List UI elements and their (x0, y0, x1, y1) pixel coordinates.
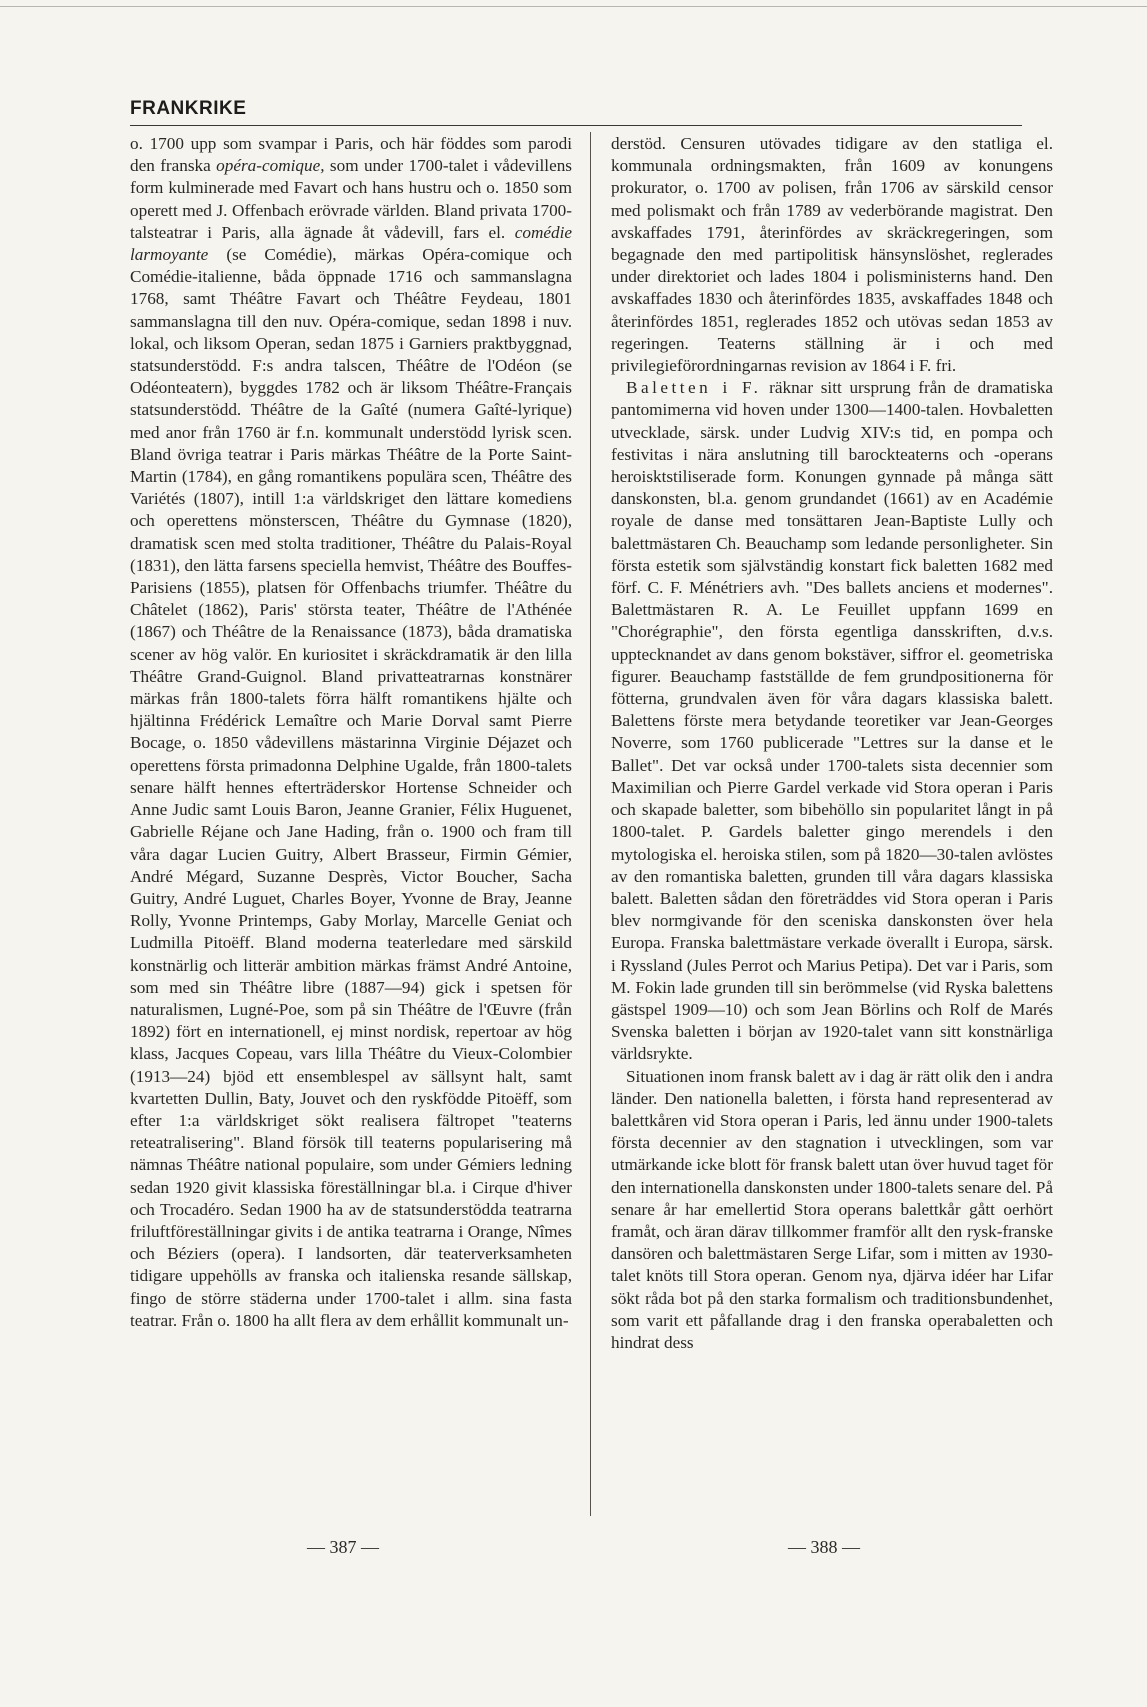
text-run: räknar sitt ursprung från de dramatiska pantomimerna vid hoven under 1300—1400-talen. Hovbaletten utvecklade, särsk. under Ludvig XIV:s tid, en pompa och festivitas i nära anslutning till barockteaterns och -operans heroisktstiliserade form. Konungen gynnade på många sätt danskonsten, bl.a. genom grundandet (1661) av en Académie royale de danse med tonsättaren Jean-Baptiste Lully och balettmästaren Ch. Beauchamp som ledande personligheter. Sin första estetik som självständig konstart fick baletten 1682 med förf. C. F. Ménétriers avh. "Des ballets anciens et modernes". Balettmästaren R. A. Le Feuillet uppfann 1699 en "Chorégraphie", den första egentliga dansskriften, d.v.s. upptecknandet av dans genom bokstäver, siffror el. geometriska figurer. Beauchamp fastställde de fem grundpositionerna för fötterna, grundvalen även för våra dagars klassiska balett. Balettens förste mera betydande teoretiker var Jean-Georges Noverre, som 1760 publicerade "Lettres sur la danse et le Ballet". Det var också under 1700-talets sista decennier som Maximilian och Pierre Gardel verkade vid Stora operan i Paris och skapade baletter, som bibehöllo sin popularitet långt in på 1800-talet. P. Gardels baletter gingo merendels i den mytologiska el. heroiska stilen, som på 1820—30-talen avlöstes av den romantiska baletten, grunden till våra dagars klassiska balett. Baletten sådan den företräddes vid Stora operan i Paris blev normgivande för den sceniska danskonsten över hela Europa. Franska balettmästare verkade överallt i Europa, särsk. i Ryssland (Jules Perrot och Marius Petipa). Det var i Paris, som M. Fokin lade grunden till sin berömmelse (vid Ryska balettens gästspel 1909—10) och som Jean Börlins och Rolf de Marés Svenska baletten i början av 1920-talet vann sitt konstnärliga världsrykte. (611, 378, 1053, 1064)
text-run: o. 1700 upp som svampar i Paris, och här föddes som parodi den franska (130, 134, 572, 176)
text-run: derstöd. Censuren utövades tidigare av den statliga el. kommunala ordningsmakten, från 1609 av konungens prokurator, o. 1700 av polisen, från 1706 av särskild censor med polismakt och från 1789 av vederbörande magistrat. Den avskaffades 1791, återinfördes av skräckregeringen, som begagnade den med partipolitisk hänsynslöshet, reglerades under direktoriet och lades 1804 i polisministerns hand. Den avskaffades 1830 och återinfördes 1835, avskaffades 1848 och återinfördes 1851, reglerades 1852 och utövas sedan 1853 av regeringen. Teaterns ställning är i och med privilegieförordningarnas revision av 1864 i F. fri. (611, 134, 1053, 376)
text-run: som under 1700-talet i vådevillens form kulminerade med Favart och hans hustru och o. 1850 som operett med J. Offenbach erövrade världen. Bland privata 1700-talsteatrar i Paris, alla ägnade åt vådevill, fars el. (130, 156, 572, 242)
italic-term: opéra-comique, (216, 156, 325, 176)
paragraph (611, 133, 1053, 377)
page-number-left: — 387 — (307, 1537, 379, 1557)
scan-top-edge (0, 6, 1147, 7)
running-head: FRANKRIKE (130, 98, 247, 119)
text-run: Situationen inom fransk balett av i dag är rätt olik den i andra länder. Den nationella baletten, i första hand representerad av balettkåren vid Stora operan i Paris, led ännu under 1900-talets första decennier av den stagnation i utvecklingen, som var utmärkande icke blott för fransk balett utan över huvud taget för den internationella danskonsten under 1800-talets senare del. På senare år har emellertid Stora operans balettkår gått oerhört framåt, och äran därav tillkommer framför allt den rysk-franske dansören och balettmästaren Serge Lifar, som i mitten av 1930-talet knöts till Stora operan. Genom nya, djärva idéer har Lifar sökt råda bot på den starka formalism och traditionsbundenhet, som varit ett påfallande drag i den franska operabaletten och hindrat dess (611, 1066, 1053, 1352)
italic-term: comédie larmoyante (130, 222, 572, 265)
column-divider (590, 132, 591, 1516)
paragraph (130, 133, 572, 1332)
paragraph (611, 1066, 1053, 1355)
page-number-right: — 388 — (788, 1537, 860, 1557)
section-lead: Baletten i F. (626, 378, 762, 398)
left-column (130, 133, 572, 1332)
header-rule (130, 125, 1022, 126)
right-column (611, 133, 1053, 1354)
text-run: (se Comédie), märkas Opéra-comique och Comédie-italienne, båda öppnade 1716 och sammanslagna 1768, samt Théâtre Favart och Théâtre Feydeau, 1801 sammanslagna till den nuv. Opéra-comique, sedan 1898 i nuv. lokal, och liksom Operan, sedan 1875 i Garniers praktbyggnad, statsunderstödd. F:s andra talscen, Théâtre de l'Odéon (se Odéonteatern), byggdes 1782 och är liksom Théâtre-Français statsunderstödd. Théâtre de la Gaîté (numera Gaîté-lyrique) med anor från 1760 är f.n. kommunalt understödd lyrisk scen. Bland övriga teatrar i Paris märkas Théâtre de la Porte Saint-Martin (1784), en gång romantikens populära scen, Théâtre des Variétés (1807), intill 1:a världskriget den lättare komediens och operettens mönsterscen, Théâtre du Gymnase (1820), dramatisk scen med stolta traditioner, Théâtre du Palais-Royal (1831), den lätta farsens speciella hemvist, Théâtre des Bouffes-Parisiens (1855), platsen för Offenbachs triumfer. Théâtre du Châtelet (1862), Paris' största teater, Théâtre de l'Athénée (1867) och Théâtre de la Renaissance (1873), båda dramatiska scener av hög valör. En kuriositet i skräckdramatik är den lilla Théâtre Grand-Guignol. Bland privatteatrarnas konstnärer märkas från 1800-talets förra hälft romantikens hjälte och hjältinna Frédérick Lemaître och Marie Dorval samt Pierre Bocage, o. 1850 vådevillens mästarinna Virginie Déjazet och operettens första primadonna Delphine Ugalde, från 1800-talets senare hälft hennes efterträderskor Hortense Schneider och Anne Judic samt Louis Baron, Jeanne Granier, Félix Huguenet, Gabrielle Réjane och Jane Hading, från o. 1900 och fram till våra dagar Lucien Guitry, Albert Brasseur, Firmin Gémier, André Mégard, Suzanne Desprès, Victor Boucher, Sacha Guitry, André Luguet, Charles Boyer, Yvonne de Bray, Jeanne Rolly, Yvonne Printemps, Gaby Morlay, Marcelle Geniat och Ludmilla Pitoëff. Bland moderna teaterledare med särskild konstnärlig och litterär ambition märkas främst André Antoine, som med sin Théâtre libre (1887—94) gick i spetsen för naturalismen, Lugné-Poe, som på sin Théâtre de l'Œuvre (från 1892) fört en internationell, ej minst nordisk, repertoar av hög klass, Jacques Copeau, vars lilla Théâtre du Vieux-Colombier (1913—24) bjöd ett ensemblespel av sällsynt halt, samt kvartetten Dullin, Baty, Jouvet och den ryskfödde Pitoëff, som efter 1:a världskriget sökt realisera fältropet "teaterns reteatralisering". Bland försök till teaterns popularisering må nämnas Théâtre national populaire, som under Gémiers ledning sedan 1920 givit klassiska föreställningar bl.a. i Cirque d'hiver och Trocadéro. Sedan 1900 ha av de statsunderstödda teatrarna friluftföreställningar givits i de antika teatrarna i Orange, Nîmes och Béziers (opera). I landsorten, där teaterverksamheten tidigare uppehölls av franska och italienska resande sällskap, fingo de större städerna under 1700-talet i allm. sina fasta teatrar. Från o. 1800 ha allt flera av dem erhållit kommunalt un- (130, 245, 572, 1330)
paragraph (611, 377, 1053, 1065)
